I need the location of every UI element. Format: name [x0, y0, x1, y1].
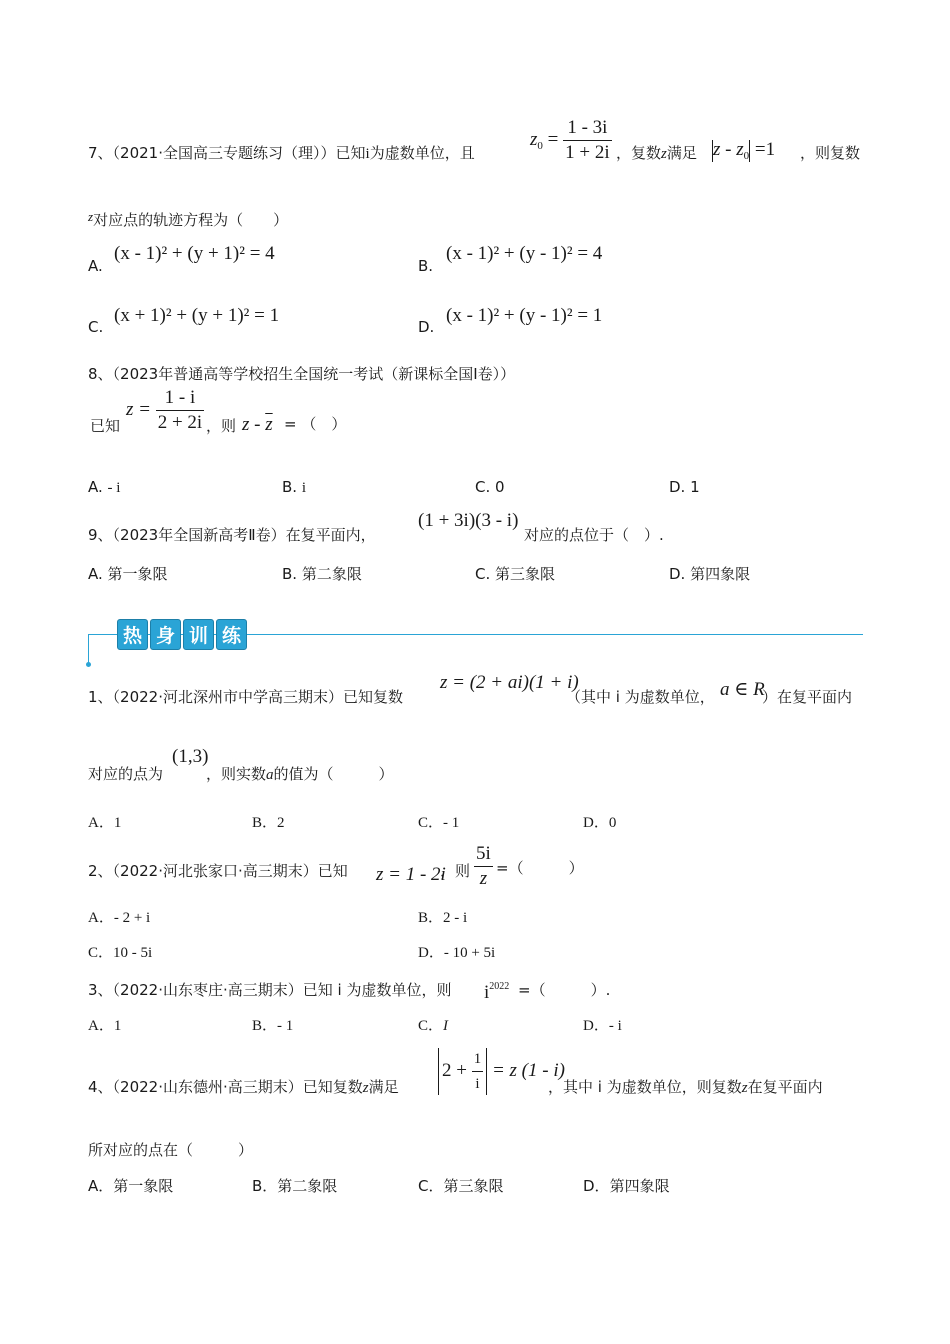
q7-option-b: (x - 1)² + (y - 1)² = 4 [446, 243, 603, 264]
fraction: $\frac{1}{i}$ [472, 1048, 484, 1095]
w1-condition: a ∈ R [720, 679, 765, 700]
w4-expression: 2 + $\frac{1}{i}$ = z (1 - i) [438, 1048, 565, 1095]
w3-power: $i^{2022}$ [484, 981, 510, 1003]
w3-option-a: A．1 [88, 1018, 122, 1034]
w4-line1-cont: ，其中 i 为虚数单位，则复数z在复平面内 [548, 1078, 823, 1096]
section-title-char: 身 [150, 619, 181, 650]
w3-option-c: C．I [418, 1018, 449, 1034]
w1-line2: 对应的点为 [88, 765, 164, 783]
q7-option-a: (x - 1)² + (y + 1)² = 4 [114, 243, 275, 264]
w2-mid: ，则 [440, 862, 471, 880]
q9-option-c: C. 第三象限 [475, 565, 556, 583]
q9-option-d: D. 第四象限 [669, 565, 751, 583]
w2-fraction [474, 843, 493, 890]
q7-line1: 7、（2021·全国高三专题练习（理））已知i为虚数单位，且 [88, 144, 475, 162]
q8-option-a: A. - i [88, 478, 121, 496]
w4-option-d: D．第四象限 [583, 1177, 670, 1195]
w2-option-b: B．2 - i [418, 910, 468, 926]
fraction: $\frac{1 - i}{2 + 2i}$ [157, 387, 203, 433]
q7-option-c: (x + 1)² + (y + 1)² = 1 [114, 305, 280, 326]
w1-option-b: B．2 [252, 815, 285, 831]
w4-option-c: C．第三象限 [418, 1177, 504, 1195]
section-title-banner [117, 619, 249, 650]
w1-line2-cont: ，则实数a的值为（ ） [206, 765, 394, 783]
q7-z0-fraction: $z_0$ = $\frac{1 - 3i}{1 + 2i}$ [530, 117, 610, 163]
q7-option-d: (x - 1)² + (y - 1)² = 1 [446, 305, 603, 326]
w1-option-c: C．- 1 [418, 815, 460, 831]
q8-tail: = （ ） [284, 415, 347, 433]
q8-mid: ，则 [206, 417, 237, 435]
section-title-char: 热 [117, 619, 148, 650]
w3-line1: 3、（2022·山东枣庄·高三期末）已知 i 为虚数单位，则 [88, 981, 452, 999]
w4-line1: 4、（2022·山东德州·高三期末）已知复数z满足 [88, 1078, 399, 1096]
w2-option-c: C．10 - 5i [88, 945, 153, 961]
q7-abs-expression: $z - z_0 =1$ [713, 139, 776, 162]
question-source: （2021·全国高三专题练习（理）） [112, 144, 336, 162]
q9-option-a: A. 第一象限 [88, 565, 168, 583]
q8-z-fraction: z = $\frac{1 - i}{2 + 2i}$ [126, 387, 203, 433]
w2-expression: z = 1 - 2i [376, 864, 446, 885]
q7-option-d-label: D. [418, 318, 435, 336]
w1-option-d: D．0 [583, 815, 617, 831]
w3-option-b: B．- 1 [252, 1018, 294, 1034]
section-title-char: 练 [216, 619, 247, 650]
q8-option-b: B. i [282, 478, 307, 496]
q9-line1: 9、（2023年全国新高考Ⅱ卷）在复平面内， [88, 526, 376, 544]
q9-expression: (1 + 3i)(3 - i) [418, 510, 519, 531]
w2-tail: =（ ） [496, 859, 584, 877]
q8-option-d: D. 1 [669, 478, 700, 496]
w4-option-b: B．第二象限 [252, 1177, 338, 1195]
q7-line1-end: ，则复数 [800, 144, 861, 162]
w1-point: (1,3) [172, 746, 209, 767]
w1-expression: z = (2 + ai)(1 + i) [440, 672, 579, 693]
w2-line1: 2、（2022·河北张家口·高三期末）已知 [88, 862, 348, 880]
q7-line2: z对应点的轨迹方程为（ ） [88, 209, 289, 229]
w1-option-a: A．1 [88, 815, 122, 831]
w4-option-a: A．第一象限 [88, 1177, 174, 1195]
q7-option-c-label: C. [88, 318, 104, 336]
q7-option-b-label: B. [418, 257, 434, 275]
q9-option-b: B. 第二象限 [282, 565, 362, 583]
q7-line1-cont: ，复数z满足 [616, 144, 697, 162]
w1-line1-cont: （其中 i 为虚数单位， [566, 688, 715, 706]
fraction: $\frac{5i}{z}$ [476, 843, 491, 889]
w2-option-a: A．- 2 + i [88, 910, 151, 926]
w4-line2: 所对应的点在（ ） [88, 1141, 254, 1159]
fraction: $\frac{1 - 3i}{1 + 2i}$ [565, 117, 610, 163]
q8-option-c: C. 0 [475, 478, 505, 496]
question-number: 7、 [88, 144, 113, 162]
q8-header: 8、（2023年普通高等学校招生全国统一考试（新课标全国Ⅰ卷）） [88, 365, 516, 383]
w3-tail: =（ ）. [518, 981, 611, 999]
section-title-char: 训 [183, 619, 214, 650]
section-divider-tick [88, 634, 89, 664]
q8-pre: 已知 [90, 417, 121, 435]
q9-tail: 对应的点位于（ ）. [524, 526, 664, 544]
w2-option-d: D．- 10 + 5i [418, 945, 496, 961]
w1-line1-end: ）在复平面内 [762, 688, 853, 706]
q8-expression: z - $\overline{z}$ [242, 414, 273, 435]
w3-option-d: D．- i [583, 1018, 622, 1034]
section-divider-dot [86, 662, 91, 667]
w1-line1: 1、（2022·河北深州市中学高三期末）已知复数 [88, 688, 403, 706]
q7-option-a-label: A. [88, 257, 103, 275]
